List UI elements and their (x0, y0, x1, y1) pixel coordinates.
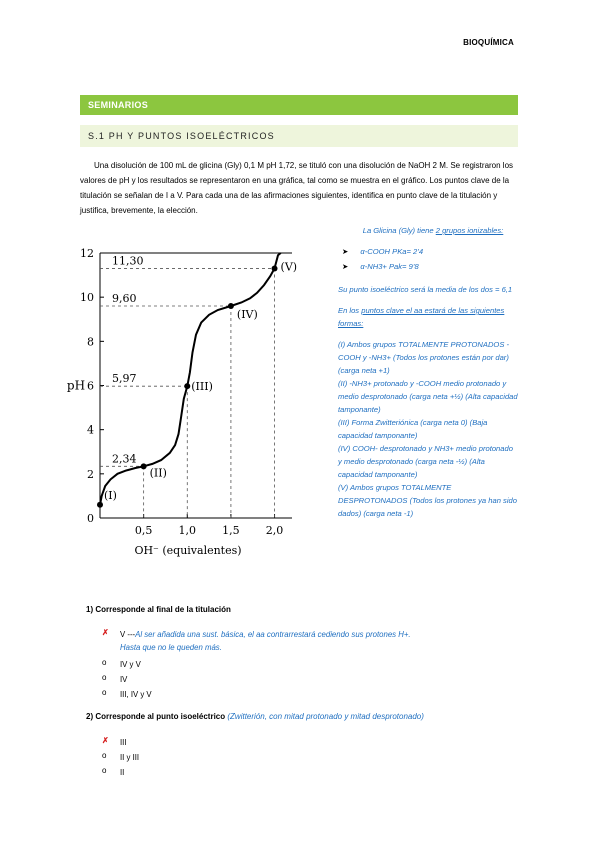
titration-point (141, 463, 147, 469)
y-tick-label: 10 (80, 291, 94, 305)
titration-point (228, 303, 234, 309)
group-text: α-COOH PKa= 2’4 (360, 247, 424, 256)
y-tick-label: 0 (87, 512, 94, 525)
group-item (338, 260, 518, 273)
x-tick-label: 0,5 (134, 524, 153, 537)
option-q2-1[interactable] (102, 736, 420, 749)
option-label: IV (120, 675, 128, 684)
notes-line: (III) Forma Zwitteriónica (carga neta 0) (Baja capacidad tamponante) (338, 418, 488, 440)
option-text (120, 628, 420, 654)
notes-intro (338, 224, 518, 237)
question-note: (Zwitterión, con mitad protonado y mitad desprotonado) (227, 712, 424, 721)
arrow-icon: ➤ (342, 247, 349, 256)
reference-value-label: 5,97 (112, 372, 137, 386)
notes-intro-text: La Glicina (Gly) tiene (362, 226, 436, 235)
reference-value-label: 11,30 (112, 254, 144, 268)
titration-chart (66, 238, 310, 568)
question-2-title (86, 712, 424, 721)
group-text: α-NH3+ Pak= 9’8 (360, 262, 419, 271)
option-q2-3[interactable] (102, 766, 420, 779)
titration-point (272, 265, 278, 271)
notes-forms-link: puntos clave el aa estará de las siguientes formas: (338, 306, 505, 328)
option-label: III, IV y V (120, 690, 152, 699)
option-q2-2[interactable] (102, 751, 420, 764)
checked-mark-icon: ✗ (102, 628, 109, 637)
x-tick-label: 1,0 (178, 524, 197, 537)
point-label: (II) (149, 466, 167, 480)
option-q1-4[interactable] (102, 688, 420, 701)
point-label: (III) (191, 380, 213, 394)
notes-forms (338, 304, 518, 330)
notes-forms-text: En los (338, 306, 362, 315)
checked-mark-icon: ✗ (102, 736, 109, 745)
x-tick-label: 1,5 (222, 524, 240, 537)
x-tick-label: 2,0 (265, 524, 284, 537)
chart-layer (67, 247, 297, 557)
header-subject: BIOQUÍMICA (463, 38, 514, 47)
question-title-text: 2) Corresponde al punto isoeléctrico (86, 712, 226, 721)
point-label: (I) (104, 488, 117, 502)
option-label: III (120, 738, 127, 747)
group-item (338, 245, 518, 258)
option-label: V --- (120, 630, 136, 639)
y-tick-label: 4 (87, 423, 94, 437)
question-title-text: 1) Corresponde al final de la titulación (86, 605, 231, 614)
reference-value-label: 9,60 (112, 292, 137, 305)
notes-isoelectric: Su punto isoeléctrico será la media de los dos = 6,1 (338, 285, 513, 294)
radio-icon: o (102, 766, 107, 775)
titration-point (97, 502, 103, 508)
option-q1-2[interactable] (102, 658, 420, 671)
notes-panel (338, 224, 518, 520)
question-1-title (86, 605, 231, 614)
point-label: (V) (280, 260, 298, 274)
option-q1-3[interactable] (102, 673, 420, 686)
option-label: II y III (120, 753, 140, 762)
reference-value-label: 2,34 (112, 452, 137, 466)
notes-intro-link: 2 grupos ionizables: (435, 226, 504, 235)
seminarios-banner: SEMINARIOS (80, 95, 518, 115)
y-tick-label: 12 (80, 247, 94, 260)
y-tick-label: 6 (87, 379, 94, 393)
notes-line: (II) -NH3+ protonado y -COOH medio protonado y medio desprotonado (carga neta +½) (Alta capacidad tamponante) (338, 379, 518, 414)
radio-icon: o (102, 688, 107, 697)
titration-point (184, 383, 190, 389)
y-tick-label: 8 (87, 335, 94, 349)
arrow-icon: ➤ (342, 262, 349, 271)
option-comment: Al ser añadida una sust. básica, el aa contrarrestará cediendo sus protones H+. Hasta que no le queden más. (120, 630, 411, 652)
intro-paragraph: Una disolución de 100 mL de glicina (Gly) 0,1 M pH 1,72, se tituló con una disolución de NaOH 2 M. Se registraron los valores de pH y los resultados se representaron en una gráfica, tal como se muestra en el gráfico. Los puntos clave de la titulación se señalan de I a V. Para cada una de las afirmaciones siguientes, identifica en punto clave de la titulación y justifica, brevemente, la elección. (80, 161, 514, 215)
radio-icon: o (102, 658, 107, 667)
y-axis-label: pH (66, 378, 86, 393)
radio-icon: o (102, 673, 107, 682)
radio-icon: o (102, 751, 107, 760)
y-tick-label: 2 (87, 467, 94, 481)
option-label: II (120, 768, 125, 777)
notes-line: (V) Ambos grupos TOTALMENTE DESPROTONADOS (Todos los protones ya han sido dados) (carga neta -1) (338, 483, 517, 518)
section-title: S.1 PH Y PUNTOS ISOELÉCTRICOS (80, 125, 518, 147)
option-q1-1[interactable] (102, 628, 420, 654)
point-label: (IV) (236, 308, 258, 321)
notes-line: (I) Ambos grupos TOTALMENTE PROTONADOS -COOH y -NH3+ (Todos los protones están por dar) (carga neta +1) (338, 340, 510, 375)
x-axis-label: OH⁻ (equivalentes) (134, 544, 242, 557)
notes-line: (IV) COOH- desprotonado y NH3+ medio protonado y medio desprotonado (carga neta -½) (Alta capacidad tamponante) (338, 444, 513, 479)
option-label: IV y V (120, 660, 141, 669)
